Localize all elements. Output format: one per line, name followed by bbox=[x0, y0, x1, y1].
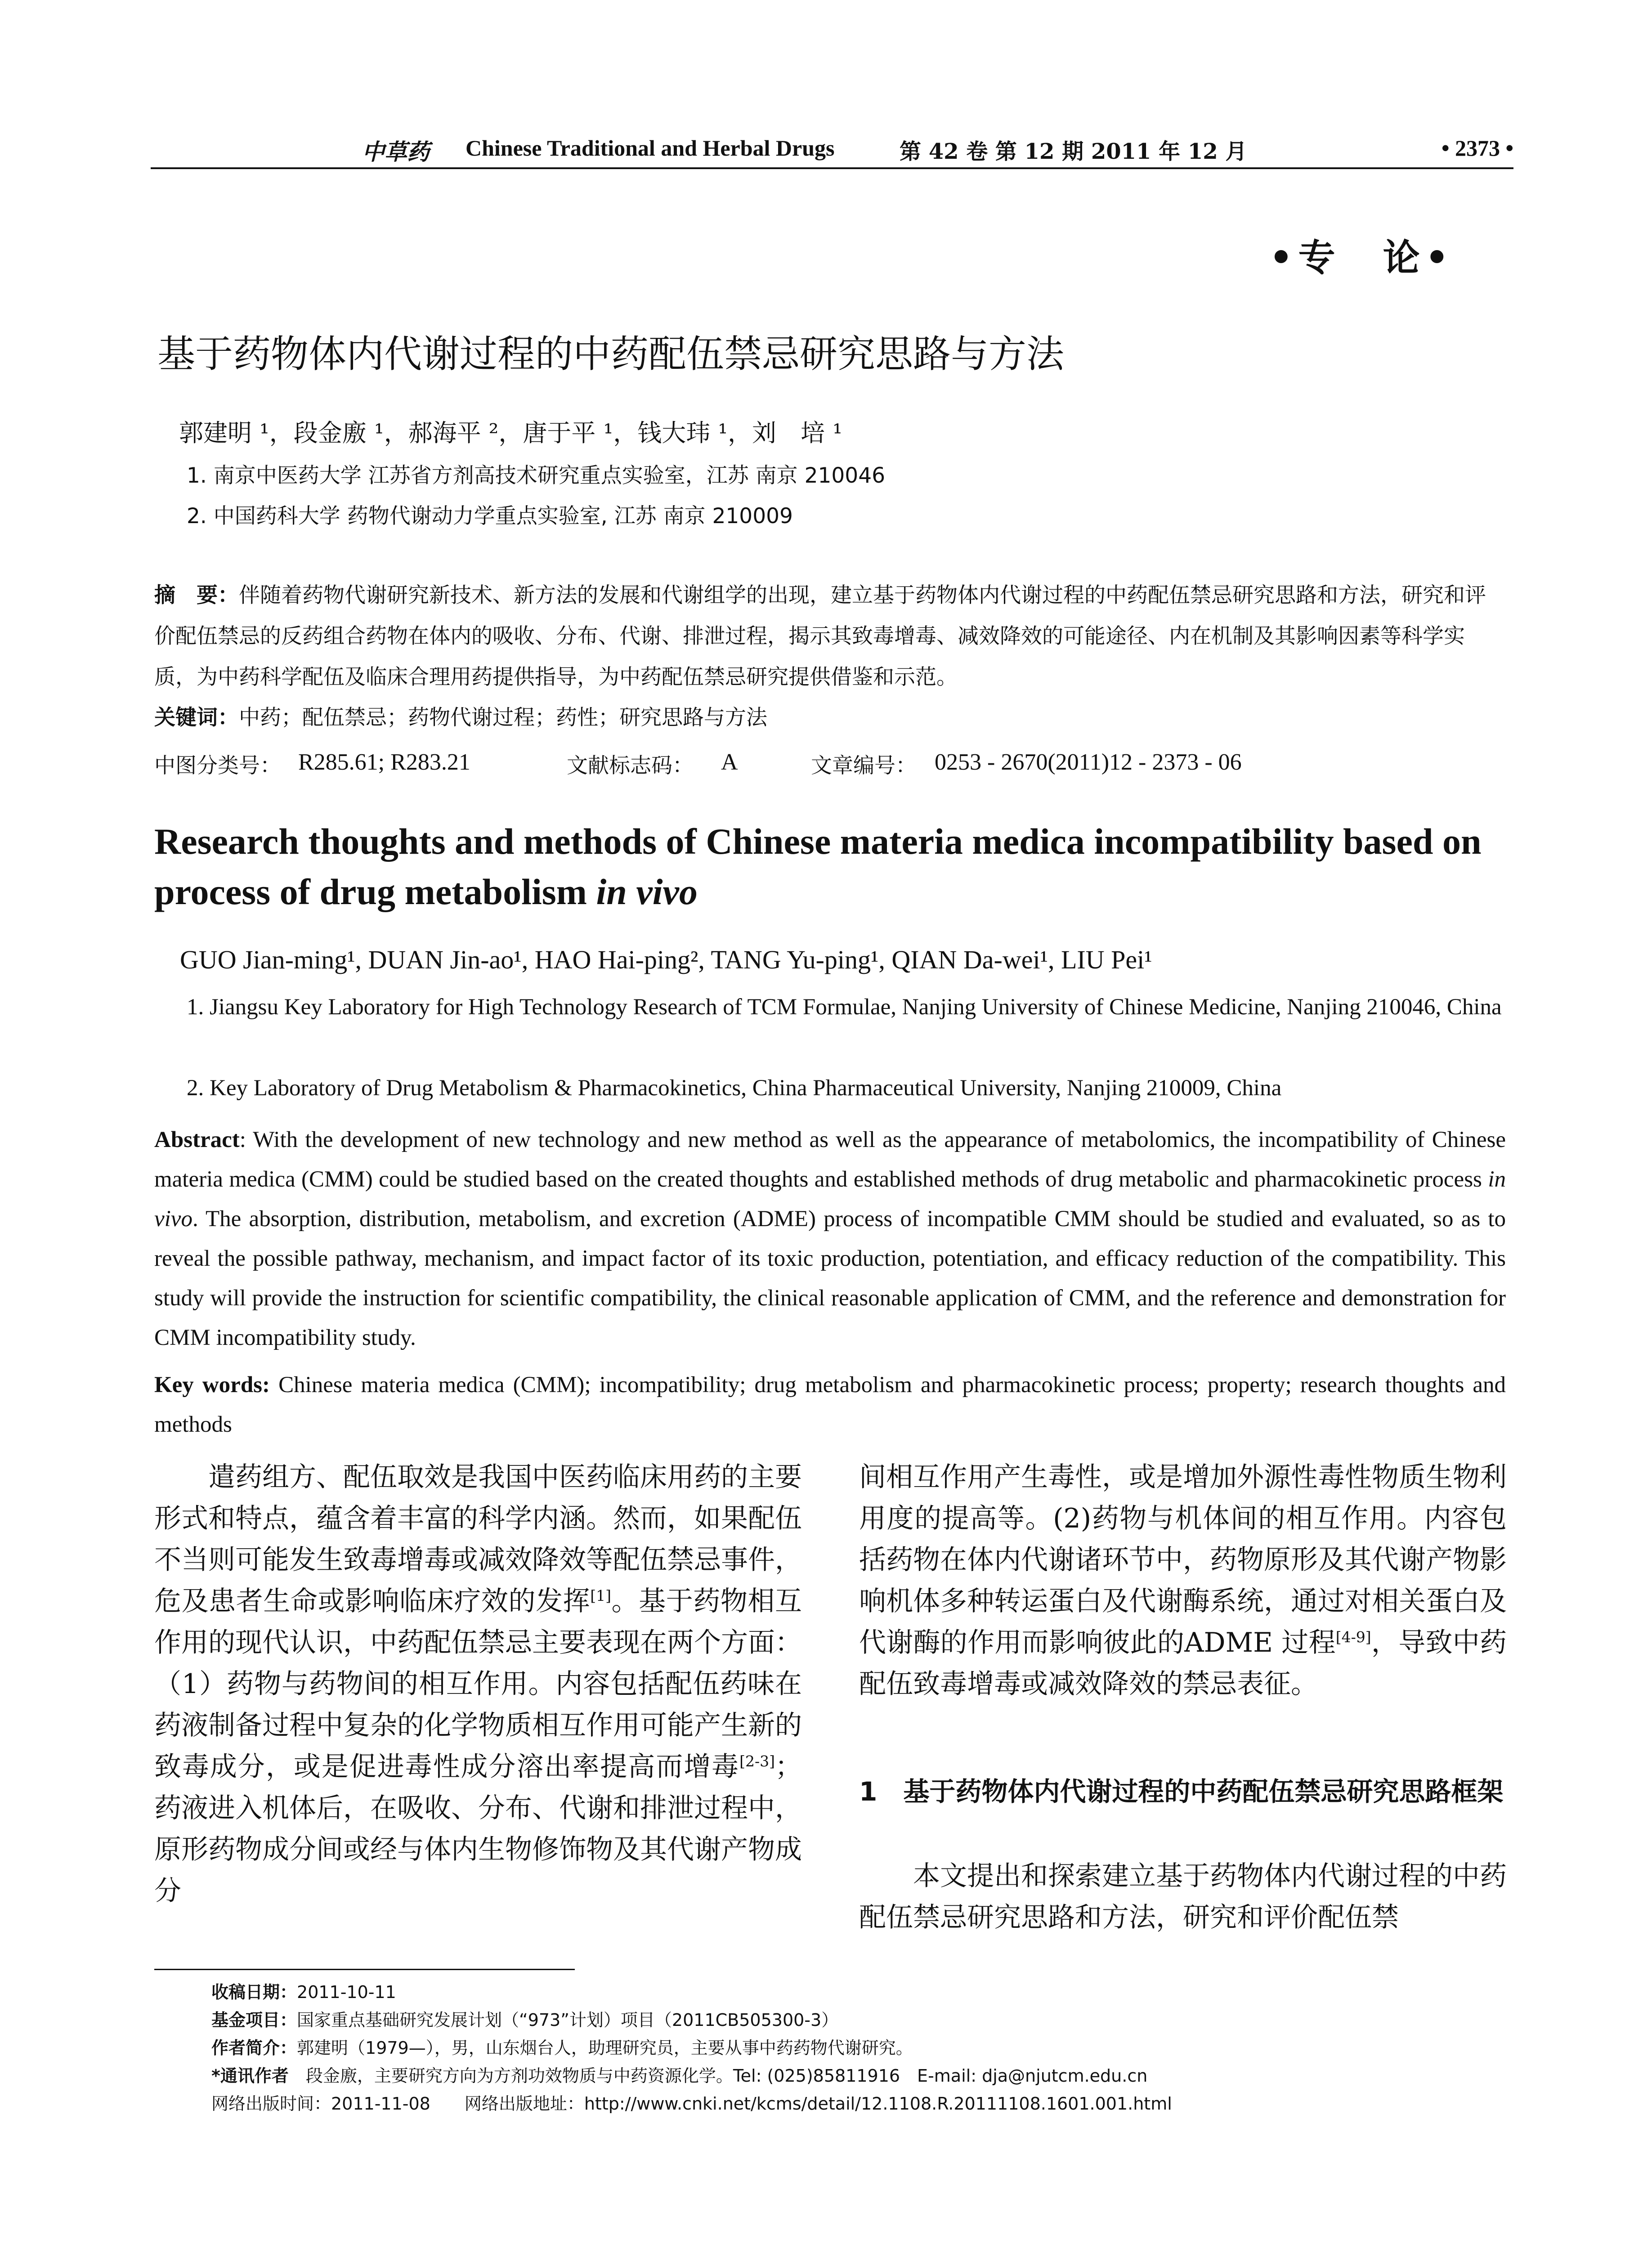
body-left-text-b: 。基于药物相互作用的现代认识，中药配伍禁忌主要表现在两个方面：（1）药物与药物间的相互作用。内容包括配伍药味在药液制备过程中复杂的化学物质相互作用可能产生新的致毒成分，或是促进毒性成分溶出率提高而增毒 bbox=[154, 1586, 802, 1783]
corresponding-text: 段金廒，主要研究方向为方剂功效物质与中药资源化学。Tel: (025)85811916 E-mail: dja@njutcm.edu.cn bbox=[305, 2066, 1148, 2086]
doc-code-value: A bbox=[721, 749, 738, 775]
corresponding-label: *通讯作者 bbox=[211, 2066, 289, 2086]
affiliation-cn-1: 1. 南京中医药大学 江苏省方剂高技术研究重点实验室，江苏 南京 210046 bbox=[187, 463, 886, 488]
affiliation-en-2: 2. Key Laboratory of Drug Metabolism & Pharmacokinetics, China Pharmaceutical University, Nanjing 210009, China bbox=[187, 1075, 1282, 1101]
keywords-en-label: Key words: bbox=[154, 1372, 270, 1398]
abstract-en-label: Abstract bbox=[154, 1127, 240, 1152]
keywords-en-text: Chinese materia medica (CMM); incompatibility; drug metabolism and pharmacokinetic process; property; research thoughts and methods bbox=[154, 1372, 1506, 1437]
fund-text: 国家重点基础研究发展计划（“973”计划）项目（2011CB505300-3） bbox=[297, 2010, 839, 2030]
citation-4-9: [4-9] bbox=[1335, 1628, 1371, 1646]
title-en-italic: in vivo bbox=[596, 871, 698, 912]
issue-info: 第 42 卷 第 12 期 2011 年 12 月 bbox=[900, 139, 1247, 164]
title-en bbox=[154, 816, 1517, 917]
affiliation-en-1: 1. Jiangsu Key Laboratory for High Technology Research of TCM Formulae, Nanjing University of Chinese Medicine, Nanjing 210046, China bbox=[187, 995, 1502, 1020]
body-left-column bbox=[154, 1456, 802, 1912]
abstract-en-italic: in vivo bbox=[154, 1167, 1506, 1232]
doc-code-label: 文献标志码： bbox=[567, 753, 694, 778]
citation-1: [1] bbox=[590, 1587, 611, 1604]
abstract-cn-label: 摘 要： bbox=[154, 583, 239, 608]
body-right-text-a: 间相互作用产生毒性，或是增加外源性毒性物质生物利用度的提高等。(2)药物与机体间的相互作用。内容包括药物在体内代谢诸环节中，药物原形及其代谢产物影响机体多种转运蛋白及代谢酶系统，通过对相关蛋白及代谢酶的作用而影响彼此的ADME 过程 bbox=[859, 1461, 1507, 1658]
body-right-column bbox=[859, 1456, 1507, 1705]
abstract-en bbox=[154, 1120, 1506, 1357]
authors-cn: 郭建明 ¹，段金廒 ¹，郝海平 ²，唐于平 ¹，钱大玮 ¹，刘 培 ¹ bbox=[179, 419, 842, 447]
running-header bbox=[151, 130, 1513, 169]
title-en-main: Research thoughts and methods of Chinese materia medica incompatibility based on process of drug metabolism bbox=[154, 821, 1482, 912]
body-left-text-a: 遣药组方、配伍取效是我国中医药临床用药的主要形式和特点，蕴含着丰富的科学内涵。然而，如果配伍不当则可能发生致毒增毒或减效降效等配伍禁忌事件，危及患者生命或影响临床疗效的发挥 bbox=[154, 1461, 802, 1617]
fund-label: 基金项目： bbox=[211, 2010, 297, 2030]
author-bio-text: 郭建明（1979—），男，山东烟台人，助理研究员，主要从事中药药物代谢研究。 bbox=[297, 2038, 913, 2058]
abstract-cn bbox=[154, 575, 1504, 698]
footnote-corresponding bbox=[211, 2062, 1147, 2087]
author-bio-label: 作者简介： bbox=[211, 2038, 297, 2058]
title-cn: 基于药物体内代谢过程的中药配伍禁忌研究思路与方法 bbox=[157, 332, 1065, 376]
page-number: • 2373 • bbox=[1441, 135, 1513, 161]
section-tag: •专 论• bbox=[1269, 236, 1454, 279]
clc-label: 中图分类号： bbox=[154, 753, 281, 778]
footnote-received bbox=[211, 1978, 396, 2003]
header-rule bbox=[151, 167, 1513, 169]
journal-name-cn: 中草药 bbox=[362, 139, 430, 165]
journal-name-en: Chinese Traditional and Herbal Drugs bbox=[466, 135, 835, 161]
classification-line bbox=[154, 749, 1504, 780]
footnote-author bbox=[211, 2034, 913, 2059]
footnote-online: 网络出版时间：2011-11-08 网络出版地址：http://www.cnki.net/kcms/detail/12.1108.R.20111108.1601.001.html bbox=[211, 2094, 1172, 2114]
body-left-text-c: ；药液进入机体后，在吸收、分布、代谢和排泄过程中，原形药物成分间或经与体内生物修饰物及其代谢产物成分 bbox=[154, 1751, 802, 1907]
keywords-cn-text: 中药；配伍禁忌；药物代谢过程；药性；研究思路与方法 bbox=[239, 705, 767, 730]
body-right-text-b: ，导致中药配伍致毒增毒或减效降效的禁忌表征。 bbox=[859, 1627, 1507, 1700]
received-label: 收稿日期： bbox=[211, 1982, 297, 2002]
abstract-cn-text: 伴随着药物代谢研究新技术、新方法的发展和代谢组学的出现，建立基于药物体内代谢过程的中药配伍禁忌研究思路和方法，研究和评价配伍禁忌的反药组合药物在体内的吸收、分布、代谢、排泄过程，揭示其致毒增毒、减效降效的可能途径、内在机制及其影响因素等科学实质，为中药科学配伍及临床合理用药提供指导，为中药配伍禁忌研究提供借鉴和示范。 bbox=[154, 583, 1486, 690]
abstract-en-text-2: . The absorption, distribution, metabolism, and excretion (ADME) process of incompatible CMM should be studied and evaluated, so as to reveal the possible pathway, mechanism, and impact factor of its toxic production, potentiation, and efficacy reduction of the compatibility. This study will provide the instruction for scientific compatibility, the clinical reasonable application of CMM, and the reference and demonstration for CMM incompatibility study. bbox=[154, 1206, 1506, 1350]
body-right-text-c: 本文提出和探索建立基于药物体内代谢过程的中药配伍禁忌研究思路和方法，研究和评价配伍禁 bbox=[859, 1860, 1507, 1933]
authors-en: GUO Jian-ming¹, DUAN Jin-ao¹, HAO Hai-ping², TANG Yu-ping¹, QIAN Da-wei¹, LIU Pei¹ bbox=[180, 945, 1152, 974]
section-1-heading: 1 基于药物体内代谢过程的中药配伍禁忌研究思路框架 bbox=[859, 1776, 1504, 1807]
affiliation-cn-2: 2. 中国药科大学 药物代谢动力学重点实验室, 江苏 南京 210009 bbox=[187, 504, 793, 529]
footnote-fund bbox=[211, 2006, 838, 2031]
article-no-value: 0253 - 2670(2011)12 - 2373 - 06 bbox=[935, 749, 1242, 775]
keywords-en bbox=[154, 1365, 1506, 1444]
article-no-label: 文章编号： bbox=[811, 753, 917, 778]
keywords-cn bbox=[154, 697, 1504, 738]
keywords-cn-label: 关键词： bbox=[154, 705, 239, 730]
abstract-en-text-1: : With the development of new technology and new method as well as the appearance of metabolomics, the incompatibility of Chinese materia medica (CMM) could be studied based on the created thoughts and established methods of drug metabolic and pharmacokinetic process bbox=[154, 1127, 1506, 1192]
footnote-rule bbox=[154, 1969, 575, 1970]
received-date: 2011-10-11 bbox=[297, 1982, 396, 2002]
citation-2-3: [2-3] bbox=[739, 1752, 775, 1770]
clc-value: R285.61; R283.21 bbox=[298, 749, 470, 775]
